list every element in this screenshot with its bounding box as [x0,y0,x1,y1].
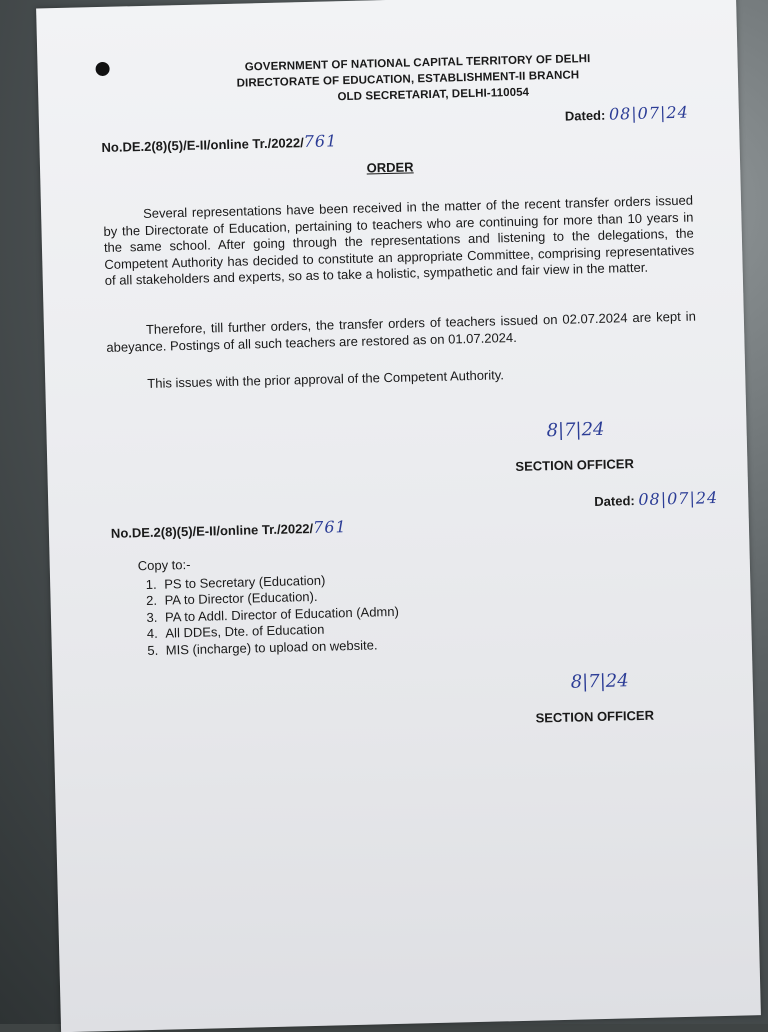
list-item: 1. PS to Secretary (Education) [160,570,398,592]
letterhead-line-2: DIRECTORATE OF EDUCATION, ESTABLISHMENT-II BRANCH [236,69,580,90]
dated-handwritten: 08|07|24 [608,102,689,124]
section-officer-title-2: SECTION OFFICER [535,707,655,726]
reference-number-prefix: No.DE.2(8)(5)/E-II/online Tr./2022/ [101,135,304,155]
paragraph-text: Several representations have been received in the matter of the recent transfer orders issued by the Directorate of Education, pertaining to teachers who are continuing for more than 10 years in the same school. After going through the representations and listening to the delegations, the Competent Authority has decided to constitute an appropriate Committee, comprising representatives of all stakeholders and experts, so as to take a holistic, sympathetic and fair view in the matter. [103,192,695,288]
dated-label: Dated: [594,493,635,510]
letterhead-line-3: OLD SECRETARIAT, DELHI-110054 [337,86,530,104]
order-title: ORDER [366,159,414,176]
reference-number-handwritten: 761 [312,517,347,537]
signature-2: 8|7|24 [570,670,629,693]
copy-to-items [138,570,400,659]
letterhead-line-1: GOVERNMENT OF NATIONAL CAPITAL TERRITORY OF DELHI [244,53,591,74]
order-paragraph-2 [106,309,697,356]
reference-number-handwritten: 761 [303,131,338,152]
list-item: 5. MIS (incharge) to upload on website. [162,636,400,658]
list-item: 2. PA to Director (Education). [160,587,398,609]
reference-number-bottom [111,517,347,542]
reference-number-top [101,131,337,156]
dated-top [565,103,689,125]
paragraph-text: This issues with the prior approval of the Competent Authority. [147,367,505,391]
paragraph-text: Therefore, till further orders, the transfer orders of teachers issued on 02.07.2024 are kept in abeyance. Postings of all such teachers are restored as on 01.07.2024. [106,308,696,355]
dated-label: Dated: [564,107,606,124]
copy-to-list [138,552,400,659]
list-item: 3. PA to Addl. Director of Education (Admn) [161,603,399,625]
signature-1: 8|7|24 [546,418,605,442]
order-paragraph-3 [107,363,697,394]
reference-number-prefix: No.DE.2(8)(5)/E-II/online Tr./2022/ [110,520,314,541]
order-paragraph-1 [103,193,695,290]
copy-to-title: Copy to:- [137,556,191,574]
section-officer-title-1: SECTION OFFICER [515,456,635,474]
letterhead [97,48,698,111]
dated-handwritten: 08|07|24 [638,488,719,509]
dated-bottom [594,488,718,510]
document-page [36,0,761,1032]
list-item: 4. All DDEs, Dte. of Education [161,620,399,642]
